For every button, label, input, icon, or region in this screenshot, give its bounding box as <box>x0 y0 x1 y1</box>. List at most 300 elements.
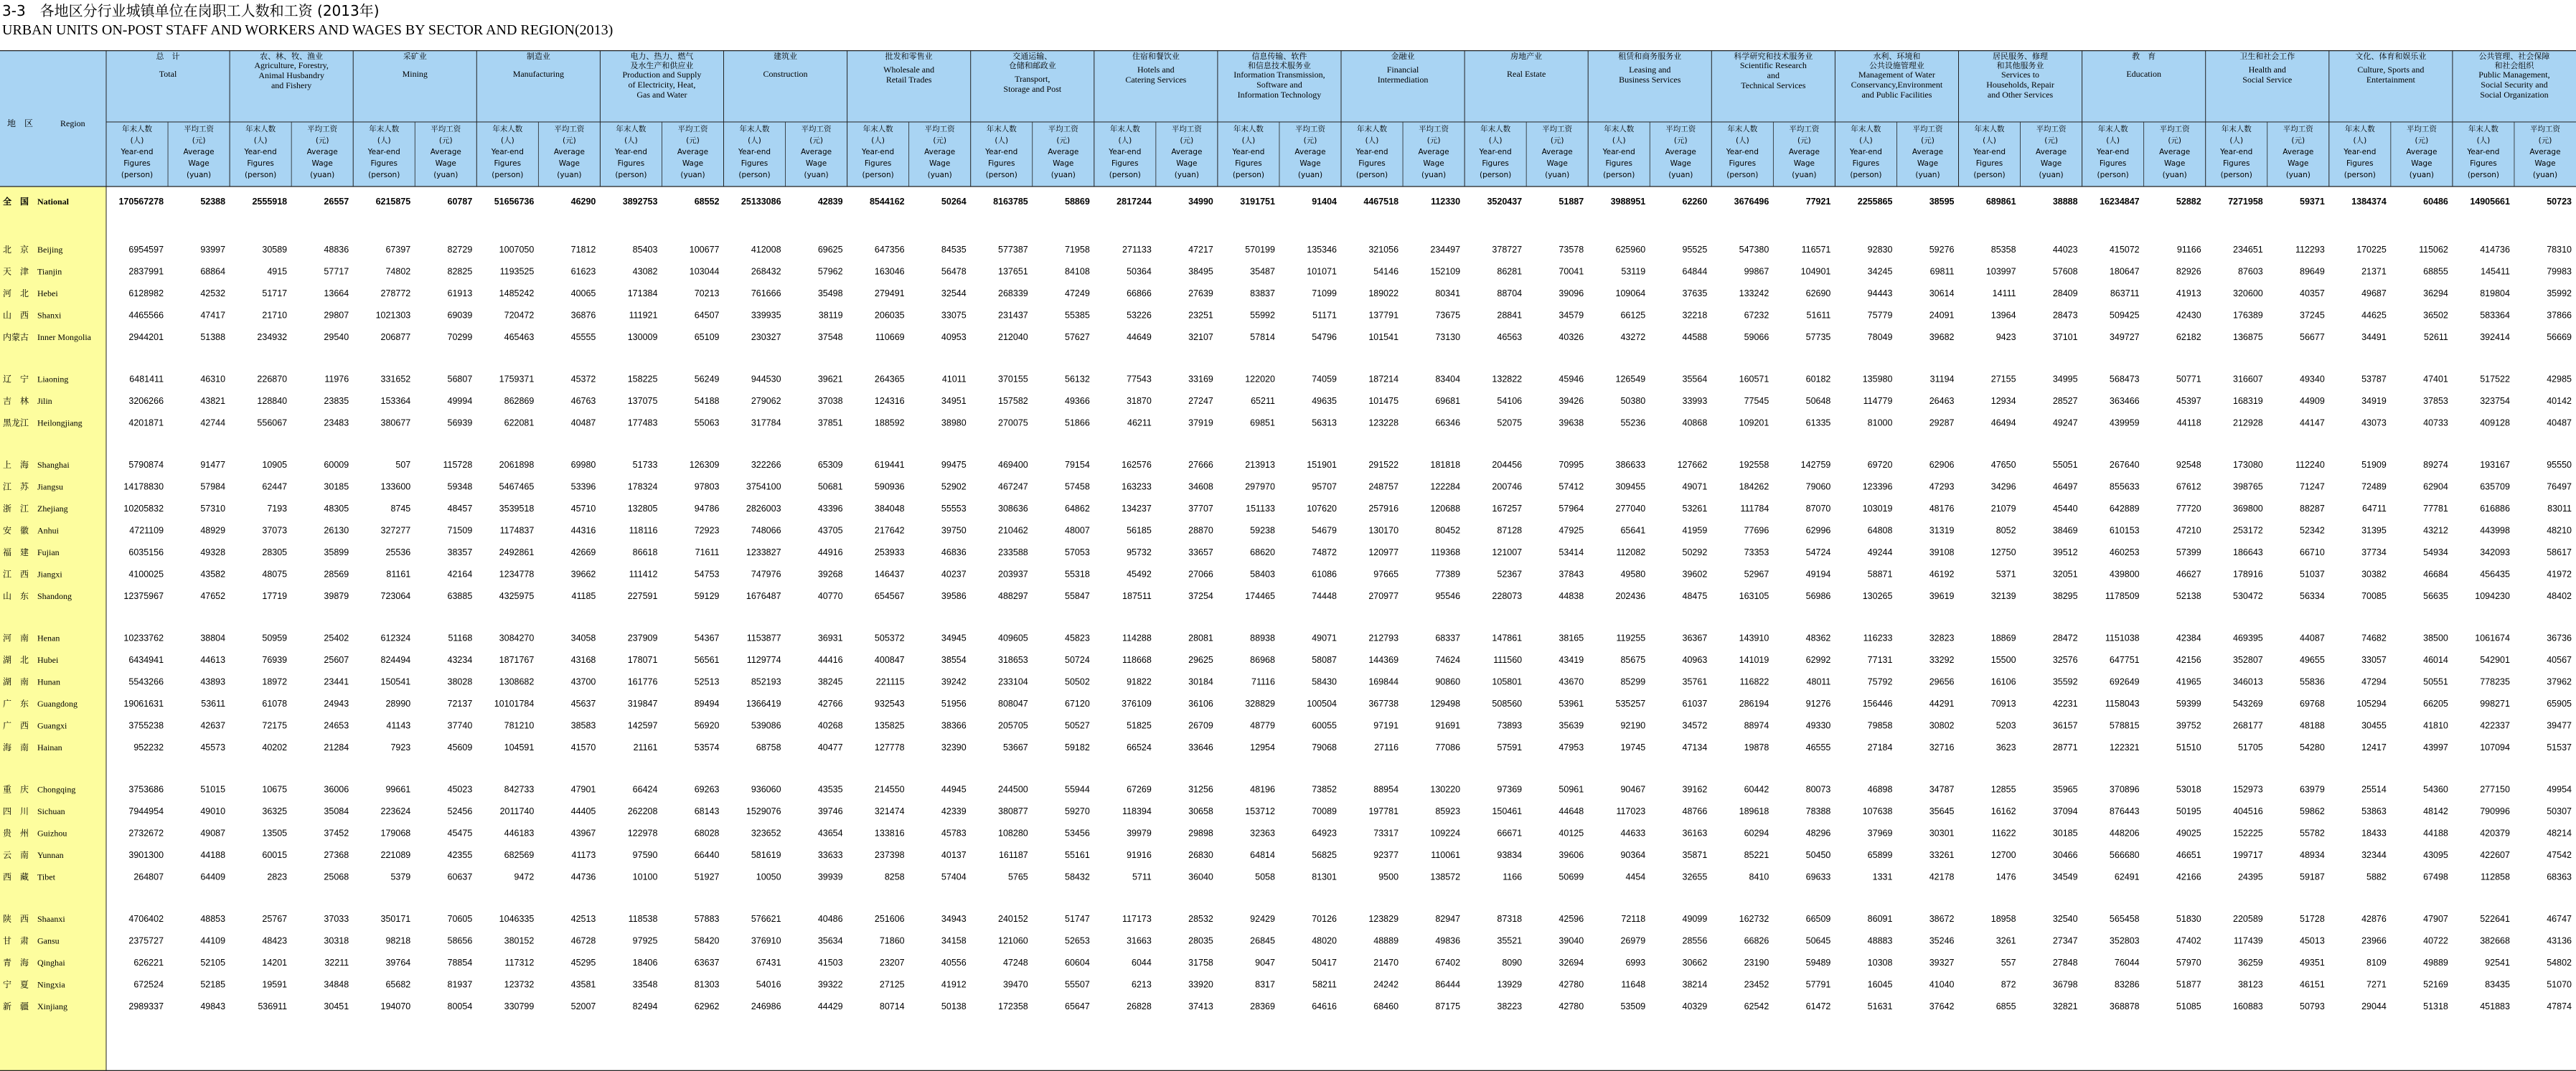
wage-value: 101071 <box>1307 266 1337 277</box>
employment-value: 74802 <box>385 266 411 277</box>
wage-value: 40486 <box>817 914 843 924</box>
subheader-employment: Figures <box>2346 159 2374 168</box>
region-name-en: Chongqing <box>37 784 76 795</box>
subheader-wage: Wage <box>1917 159 1939 168</box>
employment-value: 10101784 <box>494 699 535 709</box>
wage-value: 48934 <box>2300 850 2325 860</box>
wage-value: 129498 <box>1430 699 1461 709</box>
wage-value: 50961 <box>1559 784 1584 795</box>
employment-value: 509425 <box>2109 310 2140 321</box>
employment-value: 12700 <box>1990 850 2016 860</box>
wage-value: 47134 <box>1682 742 1708 752</box>
employment-value: 60294 <box>1744 828 1769 839</box>
subheader-wage: Average <box>1294 148 1326 156</box>
employment-value: 376109 <box>1122 699 1152 709</box>
employment-value: 206877 <box>380 332 411 342</box>
wage-value: 52007 <box>570 1001 596 1011</box>
employment-value: 398765 <box>2233 481 2263 492</box>
employment-value: 86091 <box>1867 914 1893 924</box>
wage-value: 127662 <box>1677 460 1708 470</box>
wage-value: 44118 <box>2176 417 2201 428</box>
subheader-wage: Average <box>1788 148 1820 156</box>
employment-value: 77131 <box>1867 655 1893 665</box>
employment-value: 85299 <box>1620 676 1646 687</box>
wage-value: 66440 <box>694 850 720 860</box>
wage-value: 38028 <box>447 676 473 687</box>
wage-value: 45783 <box>941 828 967 839</box>
wage-value: 53018 <box>2176 784 2201 795</box>
wage-value: 33292 <box>1929 655 1955 665</box>
employment-value: 55236 <box>1620 417 1646 428</box>
employment-value: 23207 <box>879 958 905 968</box>
employment-value: 77545 <box>1744 396 1769 406</box>
subheader-wage: (元) <box>1673 136 1688 145</box>
wage-value: 59348 <box>447 481 473 492</box>
employment-value: 34245 <box>1867 266 1893 277</box>
employment-value: 647356 <box>874 245 905 255</box>
wage-value: 34945 <box>941 633 967 643</box>
wage-value: 40733 <box>2423 417 2448 428</box>
region-name-en: Heilongjiang <box>37 417 83 428</box>
subheader-wage: Average <box>430 148 461 156</box>
wage-value: 42744 <box>200 417 226 428</box>
employment-value: 720472 <box>504 310 535 321</box>
employment-value: 392414 <box>2480 332 2510 342</box>
subheader-employment: Year-end <box>1109 148 1142 156</box>
wage-value: 71958 <box>1065 245 1090 255</box>
employment-value: 60442 <box>1744 784 1769 795</box>
wage-value: 42339 <box>941 806 967 816</box>
employment-value: 32344 <box>2361 850 2387 860</box>
region-name-en: Yunnan <box>37 850 64 860</box>
wage-value: 28771 <box>2052 742 2078 752</box>
employment-value: 53863 <box>2361 806 2387 816</box>
employment-value: 123829 <box>1368 914 1399 924</box>
subheader-employment: Year-end <box>491 148 524 156</box>
wage-value: 81301 <box>1312 872 1337 882</box>
subheader-employment: (人) <box>1118 136 1132 145</box>
wage-value: 42985 <box>2547 374 2572 384</box>
wage-value: 44405 <box>570 806 596 816</box>
subheader-wage: (yuan) <box>1792 171 1817 179</box>
wage-value: 39242 <box>941 676 967 687</box>
wage-value: 37413 <box>1188 1001 1213 1011</box>
wage-value: 95707 <box>1312 481 1337 492</box>
wage-value: 49994 <box>447 396 473 406</box>
employment-value: 75792 <box>1867 676 1893 687</box>
employment-value: 8317 <box>1255 979 1275 990</box>
wage-value: 39879 <box>324 591 349 601</box>
employment-value: 39764 <box>385 958 411 968</box>
wage-value: 40237 <box>941 569 967 580</box>
wage-value: 23441 <box>324 676 349 687</box>
wage-value: 44613 <box>200 655 226 665</box>
employment-value: 92377 <box>1373 850 1399 860</box>
wage-value: 49010 <box>200 806 226 816</box>
employment-value: 3753686 <box>128 784 164 795</box>
employment-value: 167257 <box>1492 504 1523 514</box>
employment-value: 118116 <box>629 525 658 536</box>
employment-value: 26828 <box>1127 1001 1152 1011</box>
wage-value: 85923 <box>1435 806 1461 816</box>
wage-value: 51866 <box>1065 417 1090 428</box>
subheader-employment: Figures <box>617 159 645 168</box>
subheader-employment: (人) <box>1983 136 1996 145</box>
employment-value: 747976 <box>751 569 781 580</box>
wage-value: 57717 <box>324 266 349 277</box>
sector-name-zh: 科学研究和技术服务业 <box>1734 52 1813 61</box>
subheader-wage: (yuan) <box>1545 171 1570 179</box>
subheader-wage: (元) <box>315 136 329 145</box>
wage-value: 69980 <box>570 460 596 470</box>
sector-name-en: Social Service <box>2242 75 2293 85</box>
wage-value: 39327 <box>1929 958 1955 968</box>
employment-value: 536911 <box>258 1001 288 1011</box>
wage-value: 66710 <box>2300 547 2325 557</box>
region-name-en: Xinjiang <box>37 1001 67 1011</box>
employment-value: 220589 <box>2233 914 2263 924</box>
sector-name-en: Total <box>159 69 177 79</box>
sector-name-zh: 卫生和社会工作 <box>2239 52 2295 61</box>
subheader-employment: (person) <box>368 171 400 179</box>
subheader-employment: Year-end <box>2097 148 2130 156</box>
subheader-wage: Average <box>924 148 956 156</box>
subheader-wage: (yuan) <box>2532 171 2558 179</box>
wage-value: 37033 <box>324 914 349 924</box>
wage-value: 65647 <box>1065 1001 1090 1011</box>
wage-value: 89494 <box>694 699 720 709</box>
wage-value: 68855 <box>2423 266 2448 277</box>
employment-value: 97369 <box>1497 784 1523 795</box>
employment-value: 6481411 <box>129 374 164 384</box>
wage-value: 79154 <box>1065 460 1090 470</box>
subheader-employment: (person) <box>2097 171 2129 179</box>
employment-value: 328829 <box>1245 699 1275 709</box>
wage-value: 57053 <box>1065 547 1090 557</box>
employment-value: 1871767 <box>499 655 535 665</box>
subheader-wage: Wage <box>2288 159 2309 168</box>
employment-value: 872 <box>2001 979 2016 990</box>
employment-value: 781210 <box>504 720 535 731</box>
employment-value: 72118 <box>1621 914 1646 924</box>
wage-value: 45555 <box>570 332 596 342</box>
subheader-wage: (yuan) <box>680 171 705 179</box>
subheader-wage: Average <box>2283 148 2314 156</box>
wage-value: 57399 <box>2176 547 2201 557</box>
employment-value: 54106 <box>1497 396 1523 406</box>
wage-value: 23835 <box>324 396 349 406</box>
employment-value: 178324 <box>627 481 658 492</box>
employment-value: 117439 <box>2233 935 2263 946</box>
subheader-employment: Year-end <box>1726 148 1759 156</box>
subheader-wage: (元) <box>1426 136 1441 145</box>
region-name-en: Shaanxi <box>37 914 65 924</box>
wage-value: 56478 <box>941 266 967 277</box>
wage-value: 27347 <box>2052 935 2078 946</box>
subheader-employment: (人) <box>130 136 144 145</box>
wage-value: 72137 <box>447 699 473 709</box>
wage-value: 37548 <box>817 332 843 342</box>
employment-value: 86618 <box>632 547 658 557</box>
wage-value: 52456 <box>447 806 473 816</box>
employment-value: 122020 <box>1245 374 1275 384</box>
wage-value: 35498 <box>817 288 843 298</box>
sector-name-zh: 总 计 <box>156 52 180 61</box>
employment-value: 21079 <box>1990 504 2016 514</box>
wage-value: 48362 <box>1805 633 1831 643</box>
sector-name-en: Gas and Water <box>636 90 687 100</box>
employment-value: 133600 <box>380 481 411 492</box>
wage-value: 77086 <box>1435 742 1461 752</box>
employment-value: 35521 <box>1497 935 1523 946</box>
wage-value: 37919 <box>1188 417 1213 428</box>
subheader-employment: (person) <box>2220 171 2252 179</box>
employment-value: 268177 <box>2233 720 2263 731</box>
employment-value: 144369 <box>1368 655 1399 665</box>
subheader-wage: Average <box>677 148 709 156</box>
wage-value: 46014 <box>2423 655 2448 665</box>
wage-value: 44316 <box>570 525 596 536</box>
wage-value: 35645 <box>1929 806 1955 816</box>
subheader-wage: Wage <box>558 159 580 168</box>
wage-value: 37094 <box>2052 806 2078 816</box>
employment-value: 16234847 <box>2100 197 2140 207</box>
wage-value: 49655 <box>2300 655 2325 665</box>
employment-value: 21371 <box>2361 266 2387 277</box>
wage-value: 88287 <box>2300 504 2325 514</box>
subheader-employment: Year-end <box>367 148 400 156</box>
wage-value: 79983 <box>2547 266 2572 277</box>
employment-value: 1233827 <box>746 547 781 557</box>
subheader-wage: (元) <box>1921 136 1935 145</box>
region-name-zh: 重 庆 <box>3 784 29 795</box>
employment-value: 279062 <box>751 396 781 406</box>
wage-value: 30466 <box>2052 850 2078 860</box>
subheader-wage: Wage <box>1299 159 1321 168</box>
employment-value: 55992 <box>1250 310 1275 321</box>
wage-value: 27848 <box>2052 958 2078 968</box>
wage-value: 50771 <box>2176 374 2201 384</box>
wage-value: 74872 <box>1312 547 1337 557</box>
wage-value: 110061 <box>1431 850 1461 860</box>
wage-value: 65905 <box>2547 699 2572 709</box>
wage-value: 44291 <box>1929 699 1955 709</box>
subheader-employment: (person) <box>121 171 154 179</box>
employment-value: 8544162 <box>869 197 905 207</box>
wage-value: 69625 <box>817 245 843 255</box>
wage-value: 69811 <box>1929 266 1955 277</box>
subheader-employment: (person) <box>2344 171 2376 179</box>
subheader-wage: (元) <box>809 136 823 145</box>
employment-value: 47294 <box>2361 676 2387 687</box>
employment-value: 54146 <box>1373 266 1399 277</box>
subheader-employment: 年末人数 <box>245 125 276 133</box>
employment-value: 8090 <box>1502 958 1523 968</box>
employment-value: 66866 <box>1127 288 1152 298</box>
employment-value: 5543266 <box>128 676 164 687</box>
wage-value: 62260 <box>1682 197 1708 207</box>
wage-value: 33633 <box>817 850 843 860</box>
employment-value: 177483 <box>627 417 658 428</box>
wage-value: 55847 <box>1065 591 1090 601</box>
sector-name-zh: 文化、体育和娱乐业 <box>2355 52 2427 61</box>
wage-value: 86444 <box>1435 979 1461 990</box>
employment-value: 616886 <box>2480 504 2510 514</box>
subheader-wage: Average <box>1048 148 1079 156</box>
employment-value: 69851 <box>1250 417 1275 428</box>
subheader-wage: Wage <box>2411 159 2432 168</box>
employment-value: 111560 <box>1493 655 1523 665</box>
sector-name-en: Business Services <box>1619 75 1681 85</box>
subheader-employment: (person) <box>1850 171 1882 179</box>
wage-value: 37635 <box>1682 288 1708 298</box>
employment-value: 9472 <box>514 872 535 882</box>
subheader-employment: Figures <box>1975 159 2003 168</box>
employment-value: 672524 <box>133 979 164 990</box>
wage-value: 31758 <box>1188 958 1213 968</box>
wage-value: 38495 <box>1188 266 1213 277</box>
wage-value: 48210 <box>2547 525 2572 536</box>
sector-name-en: Management of Water <box>1858 70 1935 80</box>
wage-value: 52185 <box>200 979 226 990</box>
employment-value: 6044 <box>1132 958 1152 968</box>
employment-value: 118668 <box>1122 655 1152 665</box>
employment-value: 83435 <box>2485 979 2510 990</box>
employment-value: 41143 <box>386 720 411 731</box>
employment-value: 217642 <box>874 525 905 536</box>
wage-value: 107620 <box>1307 504 1337 514</box>
wage-value: 28870 <box>1188 525 1213 536</box>
wage-value: 39096 <box>1559 288 1584 298</box>
wage-value: 51887 <box>1559 197 1584 207</box>
employment-value: 2061898 <box>499 460 535 470</box>
employment-value: 49580 <box>1620 569 1646 580</box>
subheader-wage: (yuan) <box>1421 171 1447 179</box>
wage-value: 37851 <box>817 417 843 428</box>
subheader-employment: (人) <box>500 136 514 145</box>
wage-value: 45013 <box>2300 935 2325 946</box>
wage-value: 43821 <box>200 396 226 406</box>
wage-value: 56561 <box>694 655 720 665</box>
employment-value: 132822 <box>1492 374 1523 384</box>
wage-value: 57735 <box>1805 332 1831 342</box>
region-name-zh: 江 西 <box>3 569 29 580</box>
employment-value: 30589 <box>262 245 288 255</box>
wage-value: 35871 <box>1682 850 1708 860</box>
wage-value: 44588 <box>1682 332 1708 342</box>
wage-value: 42430 <box>2176 310 2201 321</box>
wage-value: 58430 <box>1312 676 1337 687</box>
wage-value: 28472 <box>2052 633 2078 643</box>
wage-value: 70995 <box>1559 460 1584 470</box>
wage-value: 82947 <box>1435 914 1461 924</box>
wage-value: 53261 <box>1682 504 1708 514</box>
employment-value: 309455 <box>1615 481 1646 492</box>
subheader-wage: (元) <box>2415 136 2429 145</box>
employment-value: 179068 <box>380 828 411 839</box>
employment-value: 83286 <box>2114 979 2140 990</box>
wage-value: 119368 <box>1431 547 1461 557</box>
employment-value: 118538 <box>628 914 658 924</box>
wage-value: 45637 <box>570 699 596 709</box>
wage-value: 40357 <box>2300 288 2325 298</box>
employment-value: 171384 <box>627 288 658 298</box>
employment-value: 761666 <box>751 288 781 298</box>
wage-value: 33657 <box>1188 547 1213 557</box>
wage-value: 36040 <box>1188 872 1213 882</box>
employment-value: 612324 <box>380 633 411 643</box>
employment-value: 5379 <box>390 872 411 882</box>
wage-value: 54280 <box>2300 742 2325 752</box>
subheader-wage: Average <box>306 148 338 156</box>
wage-value: 34572 <box>1682 720 1708 731</box>
wage-value: 41810 <box>2423 720 2448 731</box>
employment-value: 97925 <box>632 935 658 946</box>
wage-value: 47652 <box>200 591 226 601</box>
wage-value: 71812 <box>570 245 596 255</box>
employment-value: 97590 <box>632 850 658 860</box>
subheader-wage: (元) <box>2168 136 2182 145</box>
subheader-employment: 年末人数 <box>862 125 893 133</box>
wage-value: 35965 <box>2052 784 2078 795</box>
employment-value: 64814 <box>1250 850 1275 860</box>
region-name-en: National <box>37 197 70 207</box>
employment-value: 28305 <box>262 547 288 557</box>
region-name-en: Shanxi <box>37 310 62 321</box>
region-name-en: Jiangxi <box>37 569 62 580</box>
region-name-en: Jilin <box>37 396 52 406</box>
employment-value: 47650 <box>1990 460 2016 470</box>
employment-value: 109064 <box>1615 288 1646 298</box>
employment-value: 635709 <box>2480 481 2510 492</box>
wage-value: 69263 <box>694 784 720 795</box>
wage-value: 28532 <box>1188 914 1213 924</box>
wage-value: 13664 <box>324 288 349 298</box>
wage-value: 47417 <box>200 310 226 321</box>
employment-value: 156446 <box>1862 699 1893 709</box>
employment-value: 150461 <box>1492 806 1523 816</box>
sector-name-zh: 信息传输、软件 <box>1251 52 1307 61</box>
wage-value: 55507 <box>1065 979 1090 990</box>
wage-value: 36006 <box>324 784 349 795</box>
wage-value: 48853 <box>200 914 226 924</box>
subheader-wage: 平均工资 <box>1789 125 1820 133</box>
employment-value: 8410 <box>1749 872 1769 882</box>
wage-value: 51171 <box>1312 310 1337 321</box>
wage-value: 27368 <box>324 850 349 860</box>
region-name-zh: 新 疆 <box>3 1001 29 1011</box>
wage-value: 59187 <box>2300 872 2325 882</box>
wage-value: 56635 <box>2423 591 2448 601</box>
wage-value: 181818 <box>1430 460 1461 470</box>
subheader-employment: 年末人数 <box>986 125 1017 133</box>
employment-value: 28990 <box>385 699 411 709</box>
employment-value: 56185 <box>1127 525 1152 536</box>
employment-value: 264807 <box>133 872 164 882</box>
wage-value: 51510 <box>2176 742 2201 752</box>
sector-name-en: Production and Supply <box>622 70 702 80</box>
wage-value: 37707 <box>1188 504 1213 514</box>
wage-value: 33075 <box>941 310 967 321</box>
wage-value: 41503 <box>817 958 843 968</box>
region-name-zh: 广 西 <box>3 720 29 731</box>
employment-value: 186643 <box>2233 547 2263 557</box>
sector-name-zh: 批发和零售业 <box>885 52 933 61</box>
wage-value: 47953 <box>1559 742 1584 752</box>
employment-value: 244500 <box>998 784 1028 795</box>
employment-value: 99867 <box>1744 266 1769 277</box>
wage-value: 122284 <box>1430 481 1461 492</box>
